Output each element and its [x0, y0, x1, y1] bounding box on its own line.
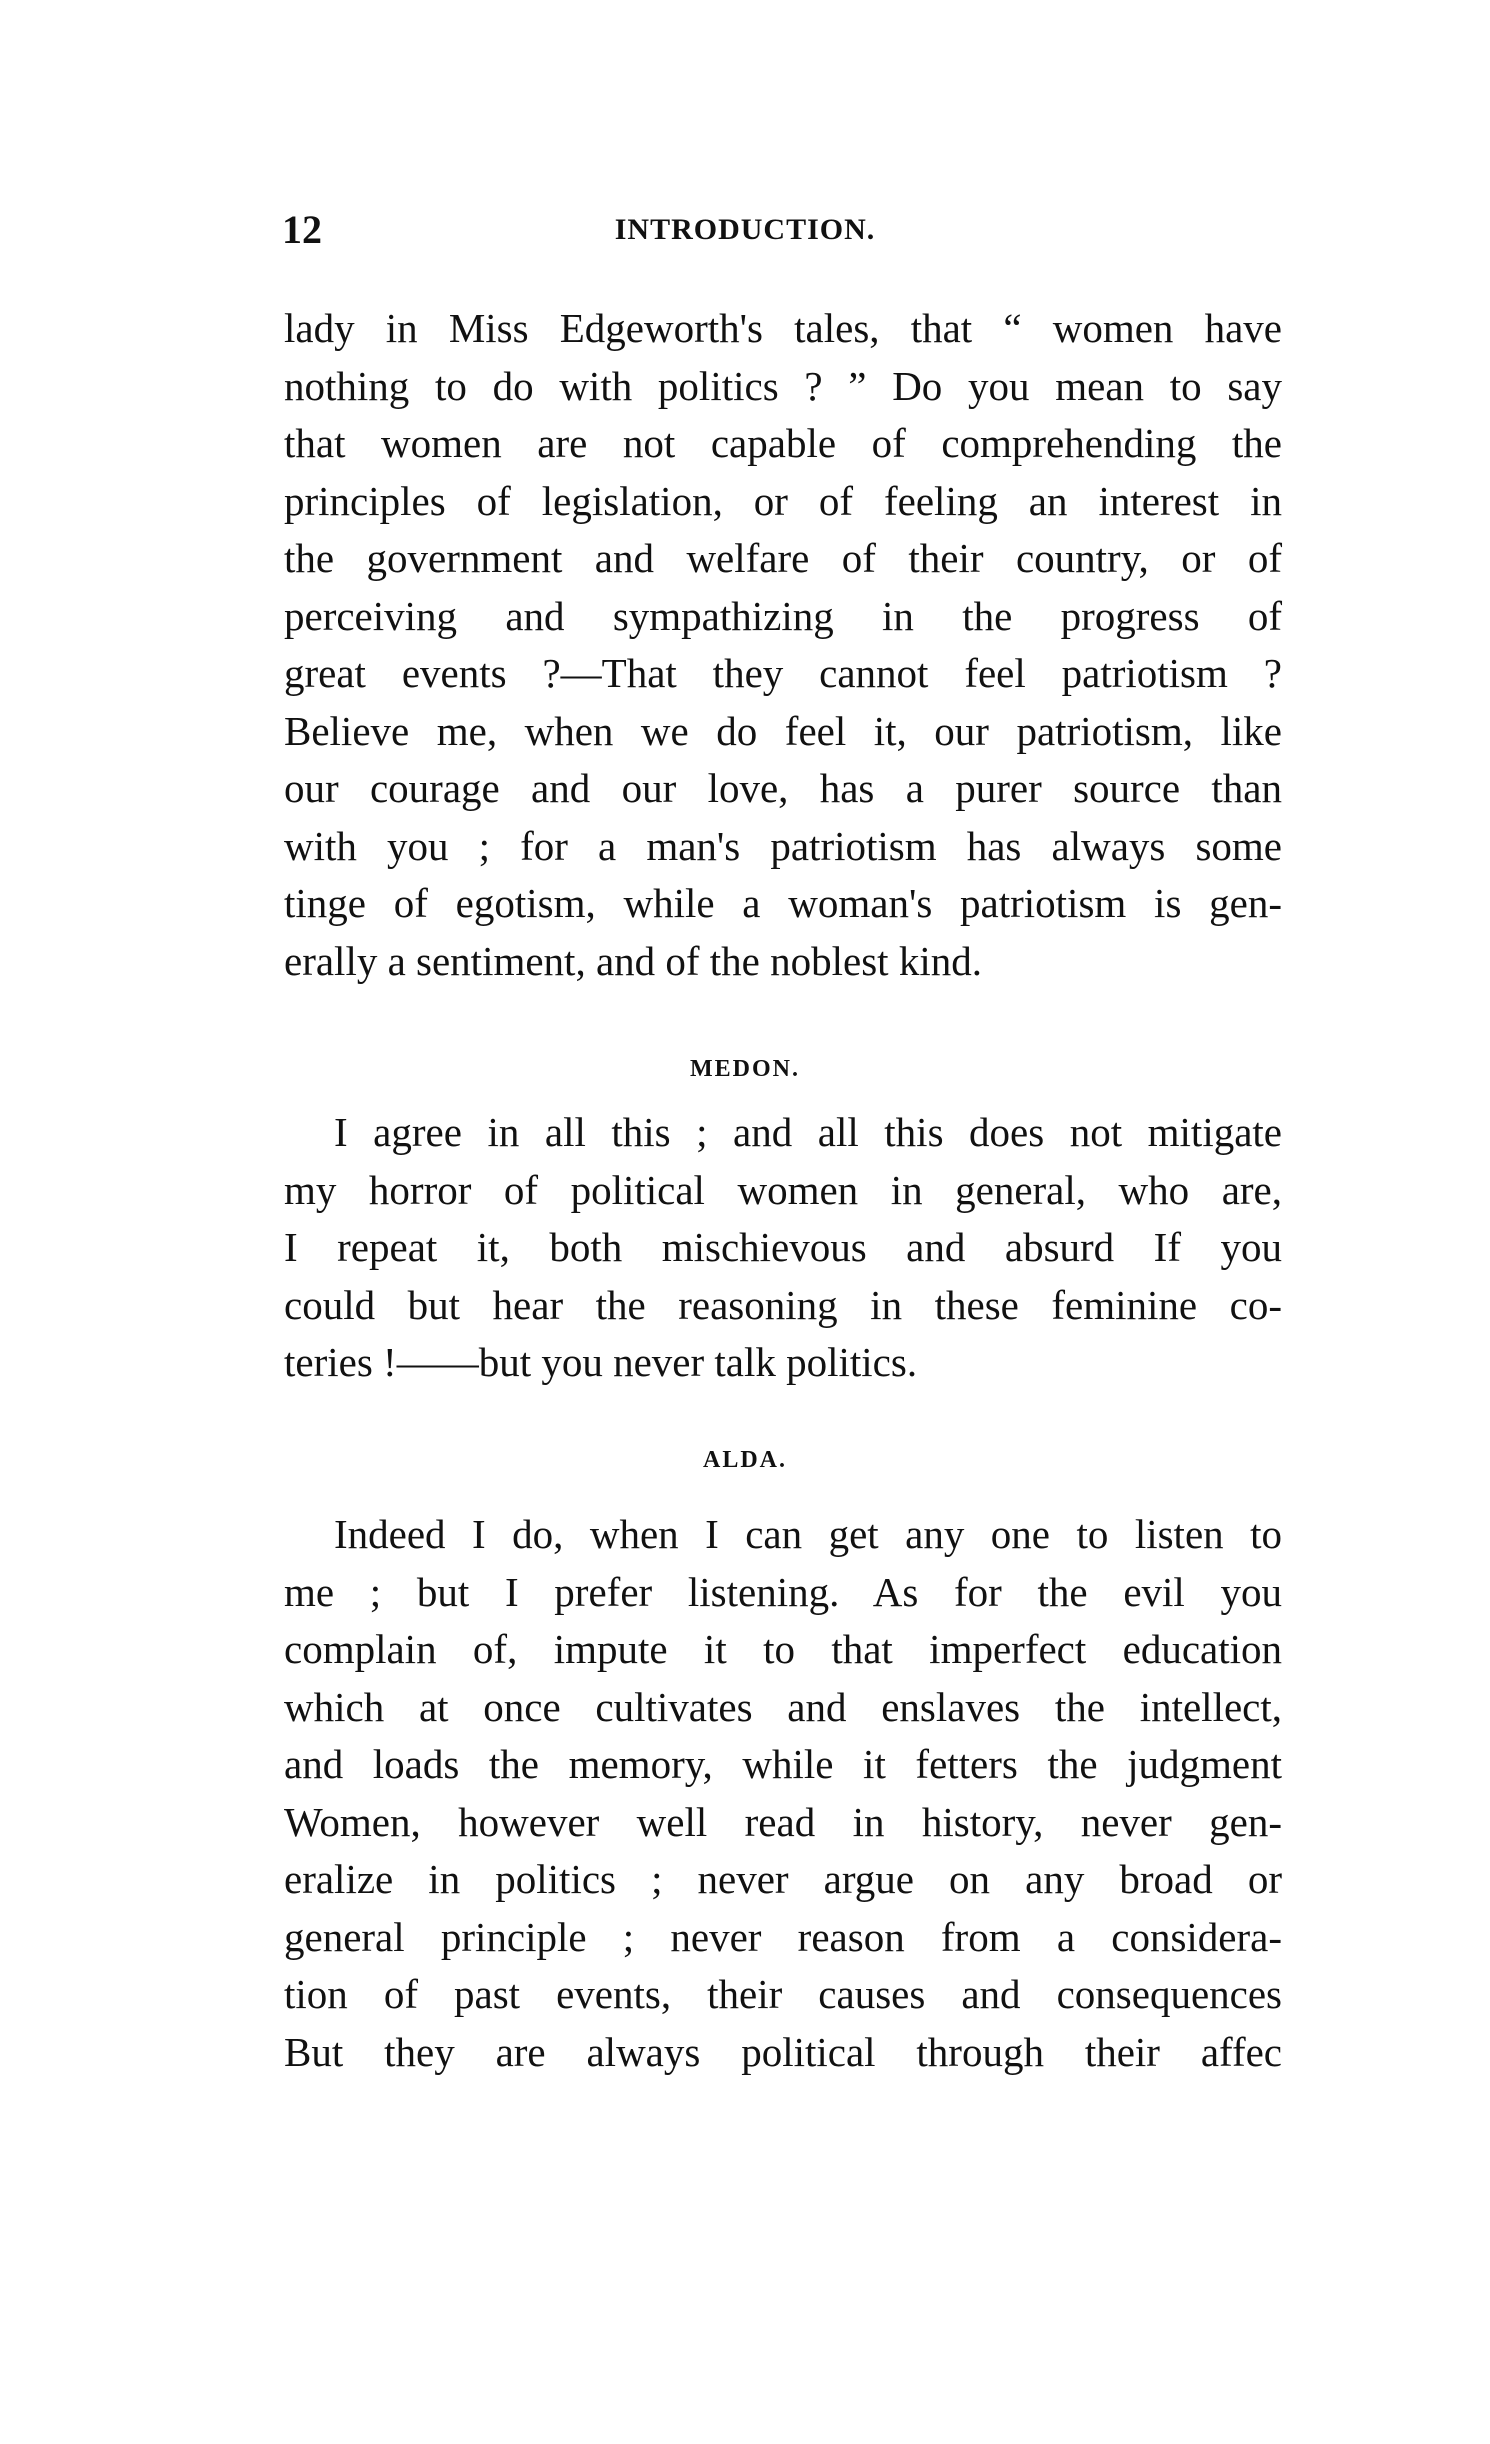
text-line: our courage and our love, has a purer source than	[284, 765, 1282, 811]
text-line: tion of past events, their causes and consequences	[284, 1971, 1282, 2017]
paragraph-alda	[284, 1506, 1282, 2081]
text-line: Believe me, when we do feel it, our patriotism, like	[284, 707, 1282, 754]
text-line: my horror of political women in general, who are,	[284, 1166, 1282, 1213]
text-line: tinge of egotism, while a woman's patriotism is gen-	[284, 880, 1282, 926]
text-line: Women, however well read in history, never gen-	[284, 1798, 1282, 1845]
text-line: complain of, impute it to that imperfect education	[284, 1626, 1282, 1672]
text-line: nothing to do with politics ? ” Do you mean to say	[284, 362, 1282, 409]
text-line: But they are always political through their affec	[284, 2028, 1282, 2075]
text-line: general principle ; never reason from a considera-	[284, 1913, 1282, 1960]
text-line: the government and welfare of their country, or of	[284, 535, 1282, 581]
text-line: great events ?—That they cannot feel patriotism ?	[284, 650, 1282, 696]
speaker-medon: MEDON.	[690, 1056, 800, 1082]
text-line: Indeed I do, when I can get any one to listen to	[334, 1511, 1282, 1557]
speaker-alda: ALDA.	[702, 1447, 787, 1473]
text-line: that women are not capable of comprehending the	[284, 420, 1282, 466]
text-line: I agree in all this ; and all this does not mitigate	[334, 1109, 1282, 1155]
text-line: eralize in politics ; never argue on any broad or	[284, 1856, 1282, 1902]
text-line: teries !——but you never talk politics.	[284, 1339, 918, 1385]
text-line: principles of legislation, or of feeling an interest in	[284, 477, 1282, 524]
paragraph-1	[284, 300, 1282, 990]
text-line: me ; but I prefer listening. As for the evil you	[284, 1568, 1282, 1615]
text-line: and loads the memory, while it fetters the judgment	[284, 1741, 1282, 1787]
page-number: 12	[282, 207, 322, 252]
text-line: perceiving and sympathizing in the progress of	[284, 592, 1282, 639]
text-line: lady in Miss Edgeworth's tales, that “ women have	[284, 305, 1282, 351]
paragraph-medon	[284, 1104, 1282, 1392]
running-head: INTRODUCTION.	[614, 213, 876, 246]
text-line: which at once cultivates and enslaves the intellect,	[284, 1683, 1282, 1730]
text-line: could but hear the reasoning in these feminine co-	[284, 1281, 1282, 1328]
text-line: erally a sentiment, and of the noblest kind.	[284, 937, 982, 984]
text-line: with you ; for a man's patriotism has always some	[284, 822, 1282, 869]
text-line: I repeat it, both mischievous and absurd If you	[284, 1224, 1282, 1270]
